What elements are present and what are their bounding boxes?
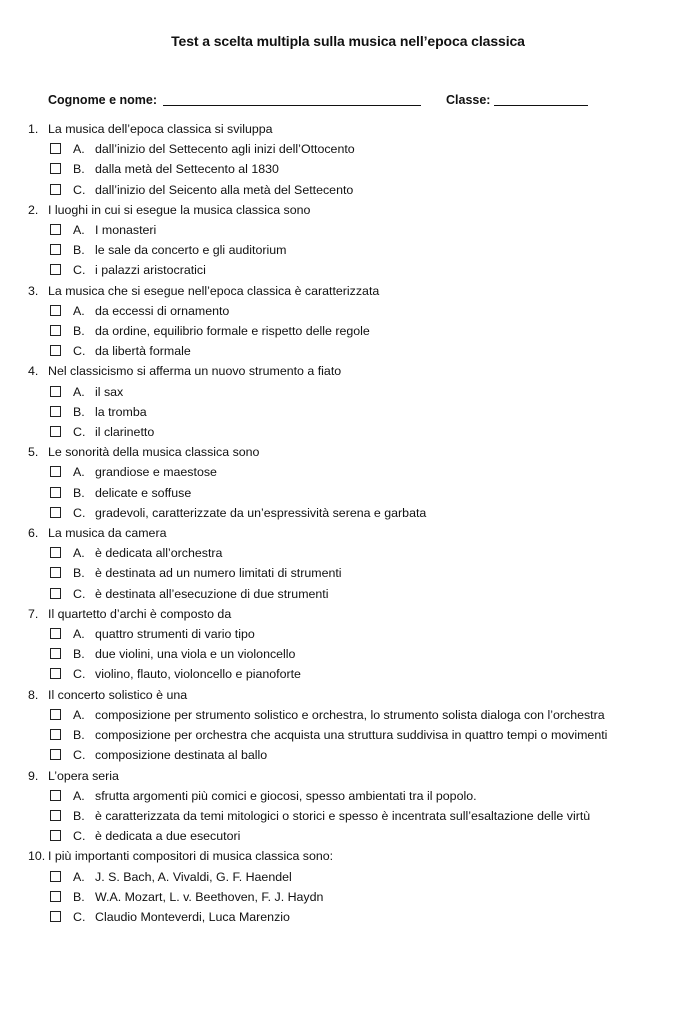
question	[28, 361, 696, 381]
question-number: 5.	[28, 445, 39, 460]
checkbox[interactable]	[50, 628, 61, 639]
question	[28, 685, 696, 705]
checkbox[interactable]	[50, 406, 61, 417]
answer-option[interactable]	[28, 260, 696, 280]
option-letter: A.	[73, 546, 85, 561]
option-letter: B.	[73, 808, 85, 823]
option-letter: B.	[73, 243, 85, 258]
option-text: da ordine, equilibrio formale e rispetto delle regole	[95, 324, 370, 339]
answer-option[interactable]	[28, 382, 696, 402]
checkbox[interactable]	[50, 264, 61, 275]
option-letter: A.	[73, 142, 85, 157]
option-text: dalla metà del Settecento al 1830	[95, 162, 279, 177]
option-letter: C.	[73, 182, 86, 197]
option-letter: B.	[73, 728, 85, 743]
option-text: è destinata ad un numero limitati di strumenti	[95, 566, 342, 581]
option-text: è dedicata all’orchestra	[95, 546, 223, 561]
option-letter: C.	[73, 505, 86, 520]
option-letter: A.	[73, 627, 85, 642]
option-text: il sax	[95, 384, 124, 399]
checkbox[interactable]	[50, 911, 61, 922]
checkbox[interactable]	[50, 325, 61, 336]
answer-option[interactable]	[28, 887, 696, 907]
question-number: 10.	[28, 849, 46, 864]
question-number: 2.	[28, 202, 39, 217]
option-text: composizione per orchestra che acquista una struttura suddivisa in quattro tempi o movimenti	[95, 728, 608, 743]
option-text: quattro strumenti di vario tipo	[95, 627, 255, 642]
option-letter: B.	[73, 324, 85, 339]
checkbox[interactable]	[50, 547, 61, 558]
question-text: Il quartetto d’archi è composto da	[48, 606, 232, 621]
answer-option[interactable]	[28, 563, 696, 583]
question-number: 3.	[28, 283, 39, 298]
option-letter: C.	[73, 667, 86, 682]
question-number: 4.	[28, 364, 39, 379]
checkbox[interactable]	[50, 891, 61, 902]
option-letter: A.	[73, 869, 85, 884]
question	[28, 523, 696, 543]
option-letter: B.	[73, 647, 85, 662]
option-letter: B.	[73, 566, 85, 581]
option-letter: B.	[73, 485, 85, 500]
checkbox[interactable]	[50, 345, 61, 356]
class-label: Classe:	[446, 93, 491, 107]
option-letter: C.	[73, 909, 86, 924]
question-number: 8.	[28, 687, 39, 702]
option-letter: A.	[73, 788, 85, 803]
answer-option[interactable]	[28, 483, 696, 503]
checkbox[interactable]	[50, 163, 61, 174]
question	[28, 281, 696, 301]
option-letter: B.	[73, 404, 85, 419]
answer-option[interactable]	[28, 422, 696, 442]
question-text: La musica che si esegue nell’epoca classica è caratterizzata	[48, 283, 380, 298]
answer-option[interactable]	[28, 644, 696, 664]
option-letter: A.	[73, 223, 85, 238]
option-text: da eccessi di ornamento	[95, 303, 230, 318]
checkbox[interactable]	[50, 567, 61, 578]
option-text: dall’inizio del Settecento agli inizi dell’Ottocento	[95, 142, 355, 157]
question	[28, 766, 696, 786]
checkbox[interactable]	[50, 729, 61, 740]
question-list	[28, 119, 696, 927]
option-letter: B.	[73, 889, 85, 904]
option-text: la tromba	[95, 404, 147, 419]
answer-option[interactable]	[28, 725, 696, 745]
question-text: Le sonorità della musica classica sono	[48, 445, 260, 460]
answer-option[interactable]	[28, 664, 696, 684]
question-text: Il concerto solistico è una	[48, 687, 188, 702]
option-letter: A.	[73, 303, 85, 318]
option-text: I monasteri	[95, 223, 157, 238]
option-text: Claudio Monteverdi, Luca Marenzio	[95, 909, 290, 924]
option-text: composizione per strumento solistico e orchestra, lo strumento solista dialoga con l’orchestra	[95, 707, 605, 722]
answer-option[interactable]	[28, 745, 696, 765]
answer-option[interactable]	[28, 139, 696, 159]
checkbox[interactable]	[50, 507, 61, 518]
option-text: W.A. Mozart, L. v. Beethoven, F. J. Haydn	[95, 889, 324, 904]
option-text: i palazzi aristocratici	[95, 263, 206, 278]
checkbox[interactable]	[50, 426, 61, 437]
option-text: il clarinetto	[95, 425, 155, 440]
option-text: violino, flauto, violoncello e pianoforte	[95, 667, 301, 682]
answer-option[interactable]	[28, 584, 696, 604]
option-text: è dedicata a due esecutori	[95, 829, 241, 844]
answer-option[interactable]	[28, 321, 696, 341]
option-letter: C.	[73, 344, 86, 359]
checkbox[interactable]	[50, 466, 61, 477]
option-letter: C.	[73, 829, 86, 844]
checkbox[interactable]	[50, 224, 61, 235]
question-text: I più importanti compositori di musica classica sono:	[48, 849, 334, 864]
checkbox[interactable]	[50, 143, 61, 154]
option-letter: C.	[73, 586, 86, 601]
question	[28, 604, 696, 624]
option-text: delicate e soffuse	[95, 485, 192, 500]
answer-option[interactable]	[28, 240, 696, 260]
question	[28, 200, 696, 220]
checkbox[interactable]	[50, 790, 61, 801]
question	[28, 442, 696, 462]
question-number: 9.	[28, 768, 39, 783]
checkbox[interactable]	[50, 648, 61, 659]
page-title: Test a scelta multipla sulla musica nell’epoca classica	[171, 33, 525, 49]
answer-option[interactable]	[28, 180, 696, 200]
question-number: 1.	[28, 122, 39, 136]
question	[28, 846, 696, 866]
answer-option[interactable]	[28, 503, 696, 523]
answer-option[interactable]	[28, 806, 696, 826]
answer-option[interactable]	[28, 462, 696, 482]
question-text: Nel classicismo si afferma un nuovo strumento a fiato	[48, 364, 342, 379]
option-text: è destinata all’esecuzione di due strumenti	[95, 586, 329, 601]
option-letter: B.	[73, 162, 85, 177]
answer-option[interactable]	[28, 543, 696, 563]
answer-option[interactable]	[28, 159, 696, 179]
student-info-row	[48, 93, 608, 107]
checkbox[interactable]	[50, 244, 61, 255]
checkbox[interactable]	[50, 749, 61, 760]
question-text: La musica dell’epoca classica si sviluppa	[48, 122, 273, 136]
option-text: è caratterizzata da temi mitologici o storici e spesso è incentrata sull’esaltazione delle virtù	[95, 808, 591, 823]
checkbox[interactable]	[50, 871, 61, 882]
option-text: da libertà formale	[95, 344, 191, 359]
question-text: L’opera seria	[48, 768, 119, 783]
question-text: La musica da camera	[48, 526, 167, 541]
checkbox[interactable]	[50, 305, 61, 316]
checkbox[interactable]	[50, 830, 61, 841]
answer-option[interactable]	[28, 624, 696, 644]
answer-option[interactable]	[28, 301, 696, 321]
checkbox[interactable]	[50, 810, 61, 821]
answer-option[interactable]	[28, 341, 696, 361]
class-field[interactable]	[494, 93, 588, 106]
answer-option[interactable]	[28, 786, 696, 806]
option-text: J. S. Bach, A. Vivaldi, G. F. Haendel	[95, 869, 292, 884]
answer-option[interactable]	[28, 826, 696, 846]
answer-option[interactable]	[28, 220, 696, 240]
checkbox[interactable]	[50, 668, 61, 679]
answer-option[interactable]	[28, 705, 696, 725]
option-letter: C.	[73, 263, 86, 278]
name-label: Cognome e nome:	[48, 93, 158, 107]
checkbox[interactable]	[50, 588, 61, 599]
question-number: 6.	[28, 526, 39, 541]
answer-option[interactable]	[28, 402, 696, 422]
question-number: 7.	[28, 606, 39, 621]
name-field[interactable]	[163, 93, 421, 106]
checkbox[interactable]	[50, 184, 61, 195]
answer-option[interactable]	[28, 907, 696, 927]
option-letter: A.	[73, 707, 85, 722]
option-text: le sale da concerto e gli auditorium	[95, 243, 287, 258]
option-text: grandiose e maestose	[95, 465, 217, 480]
option-text: sfrutta argomenti più comici e giocosi, spesso ambientati tra il popolo.	[95, 788, 477, 803]
checkbox[interactable]	[50, 386, 61, 397]
option-text: gradevoli, caratterizzate da un’espressività serena e garbata	[95, 505, 427, 520]
checkbox[interactable]	[50, 487, 61, 498]
option-letter: A.	[73, 465, 85, 480]
option-letter: C.	[73, 425, 86, 440]
option-text: composizione destinata al ballo	[95, 748, 268, 763]
checkbox[interactable]	[50, 709, 61, 720]
option-text: dall’inizio del Seicento alla metà del Settecento	[95, 182, 354, 197]
option-letter: C.	[73, 748, 86, 763]
option-letter: A.	[73, 384, 85, 399]
answer-option[interactable]	[28, 867, 696, 887]
question	[28, 119, 696, 139]
class-group	[446, 93, 588, 107]
question-text: I luoghi in cui si esegue la musica classica sono	[48, 202, 311, 217]
option-text: due violini, una viola e un violoncello	[95, 647, 296, 662]
